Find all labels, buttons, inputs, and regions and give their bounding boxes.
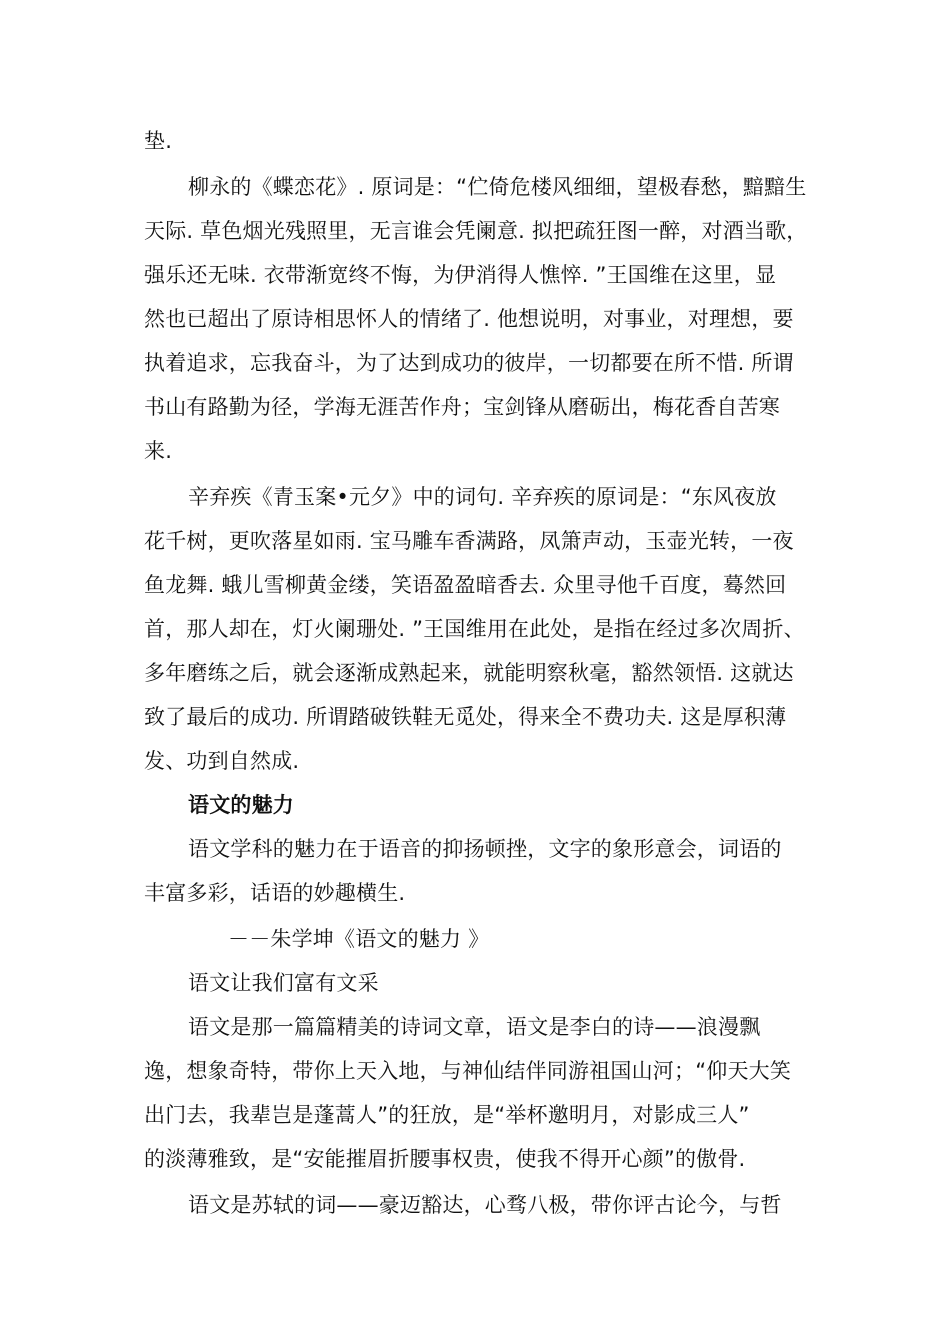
text-line: 逸，想象奇特，带你上天入地，与神仙结伴同游祖国山河；“仰天大笑 (144, 1059, 792, 1083)
text-line: 来. (144, 439, 173, 463)
text-line: 语文是那一篇篇精美的诗词文章，语文是李白的诗——浪漫飘 (188, 1015, 761, 1039)
text-line: 发、功到自然成. (144, 749, 300, 773)
text-line: 辛弃疾《青玉案•元夕》中的词句. 辛弃疾的原词是：“东风夜放 (188, 485, 777, 509)
text-line: 执着追求，忘我奋斗，为了达到成功的彼岸，一切都要在所不惜. 所谓 (144, 351, 794, 375)
text-line: 多年磨练之后，就会逐渐成熟起来，就能明察秋毫，豁然领悟. 这就达 (144, 661, 794, 685)
quote-attribution: －－朱学坤《语文的魅力 》 (228, 927, 490, 951)
text-line: 首，那人却在，灯火阑珊处. ”王国维用在此处，是指在经过多次周折、 (144, 617, 805, 641)
section-heading: 语文的魅力 (188, 793, 294, 817)
text-line: 丰富多彩，话语的妙趣横生. (144, 881, 406, 905)
text-line: 垫. (144, 129, 173, 153)
text-line: 书山有路勤为径，学海无涯苦作舟；宝剑锋从磨砺出，梅花香自苦寒 (144, 395, 780, 419)
text-line: 天际. 草色烟光残照里，无言谁会凭阑意. 拟把疏狂图一醉，对酒当歌， (144, 219, 808, 243)
text-line: 出门去，我辈岂是蓬蒿人”的狂放，是“举杯邀明月，对影成三人” (144, 1103, 750, 1127)
text-line: 致了最后的成功. 所谓踏破铁鞋无觅处，得来全不费功夫. 这是厚积薄 (144, 705, 787, 729)
text-line: 强乐还无味. 衣带渐宽终不悔，为伊消得人憔悴. ”王国维在这里，显 (144, 263, 777, 287)
subheading: 语文让我们富有文采 (188, 971, 379, 995)
text-line: 花千树，更吹落星如雨. 宝马雕车香满路，凤箫声动，玉壶光转，一夜 (144, 529, 794, 553)
text-line: 语文学科的魅力在于语音的抑扬顿挫，文字的象形意会，词语的 (188, 837, 782, 861)
text-line: 语文是苏轼的词——豪迈豁达，心骛八极，带你评古论今，与哲 (188, 1193, 782, 1217)
text-line: 鱼龙舞. 蛾儿雪柳黄金缕，笑语盈盈暗香去. 众里寻他千百度，蓦然回 (144, 573, 787, 597)
text-line: 然也已超出了原诗相思怀人的情绪了. 他想说明，对事业，对理想，要 (144, 307, 794, 331)
text-line: 的淡薄雅致，是“安能摧眉折腰事权贵，使我不得开心颜”的傲骨. (144, 1147, 746, 1171)
text-line: 柳永的《蝶恋花》. 原词是：“伫倚危楼风细细，望极春愁，黯黯生 (188, 175, 807, 199)
